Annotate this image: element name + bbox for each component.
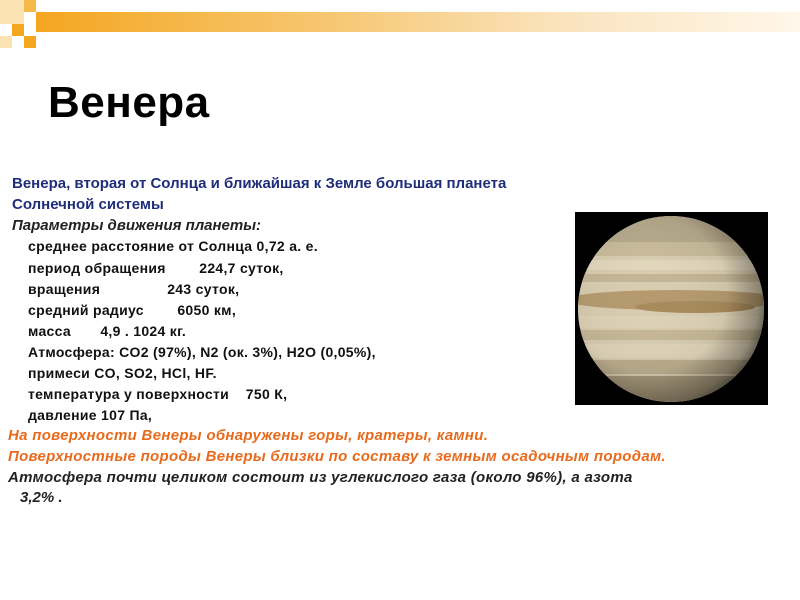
atmosphere-fact: 3,2% . (20, 489, 63, 506)
param-item: масса 4,9 . 1024 кг. (28, 323, 187, 339)
header-band (36, 12, 800, 32)
decor-square (24, 0, 36, 12)
venus-planet-icon (575, 212, 768, 405)
fact-rocks: Поверхностные породы Венеры близки по составу к земным осадочным породам. (8, 448, 666, 465)
intro-text: Солнечной системы (12, 196, 164, 213)
params-heading: Параметры движения планеты: (12, 217, 262, 234)
decor-square (12, 24, 24, 36)
decor-square (24, 36, 36, 48)
param-item: период обращения 224,7 суток, (28, 260, 284, 276)
venus-image (575, 212, 768, 405)
param-item: среднее расстояние от Солнца 0,72 а. е. (28, 238, 318, 254)
decor-square (0, 36, 12, 48)
fact-mountains: На поверхности Венеры обнаружены горы, кратеры, камни. (8, 427, 489, 444)
atmosphere-fact: Атмосфера почти целиком состоит из углекислого газа (около 96%), а азота (8, 469, 633, 486)
decor-square (0, 0, 24, 24)
param-item: примеси CO, SO2, HCl, HF. (28, 365, 217, 381)
param-item: вращения 243 суток, (28, 281, 240, 297)
slide-title: Венера (48, 78, 210, 127)
param-item: давление 107 Па, (28, 407, 153, 423)
intro-text: Венера, вторая от Солнца и ближайшая к Земле большая планета (12, 175, 507, 192)
param-item: температура у поверхности 750 К, (28, 386, 288, 402)
param-item: Атмосфера: CO2 (97%), N2 (ок. 3%), H2O (0,05%), (28, 344, 376, 360)
param-item: средний радиус 6050 км, (28, 302, 237, 318)
